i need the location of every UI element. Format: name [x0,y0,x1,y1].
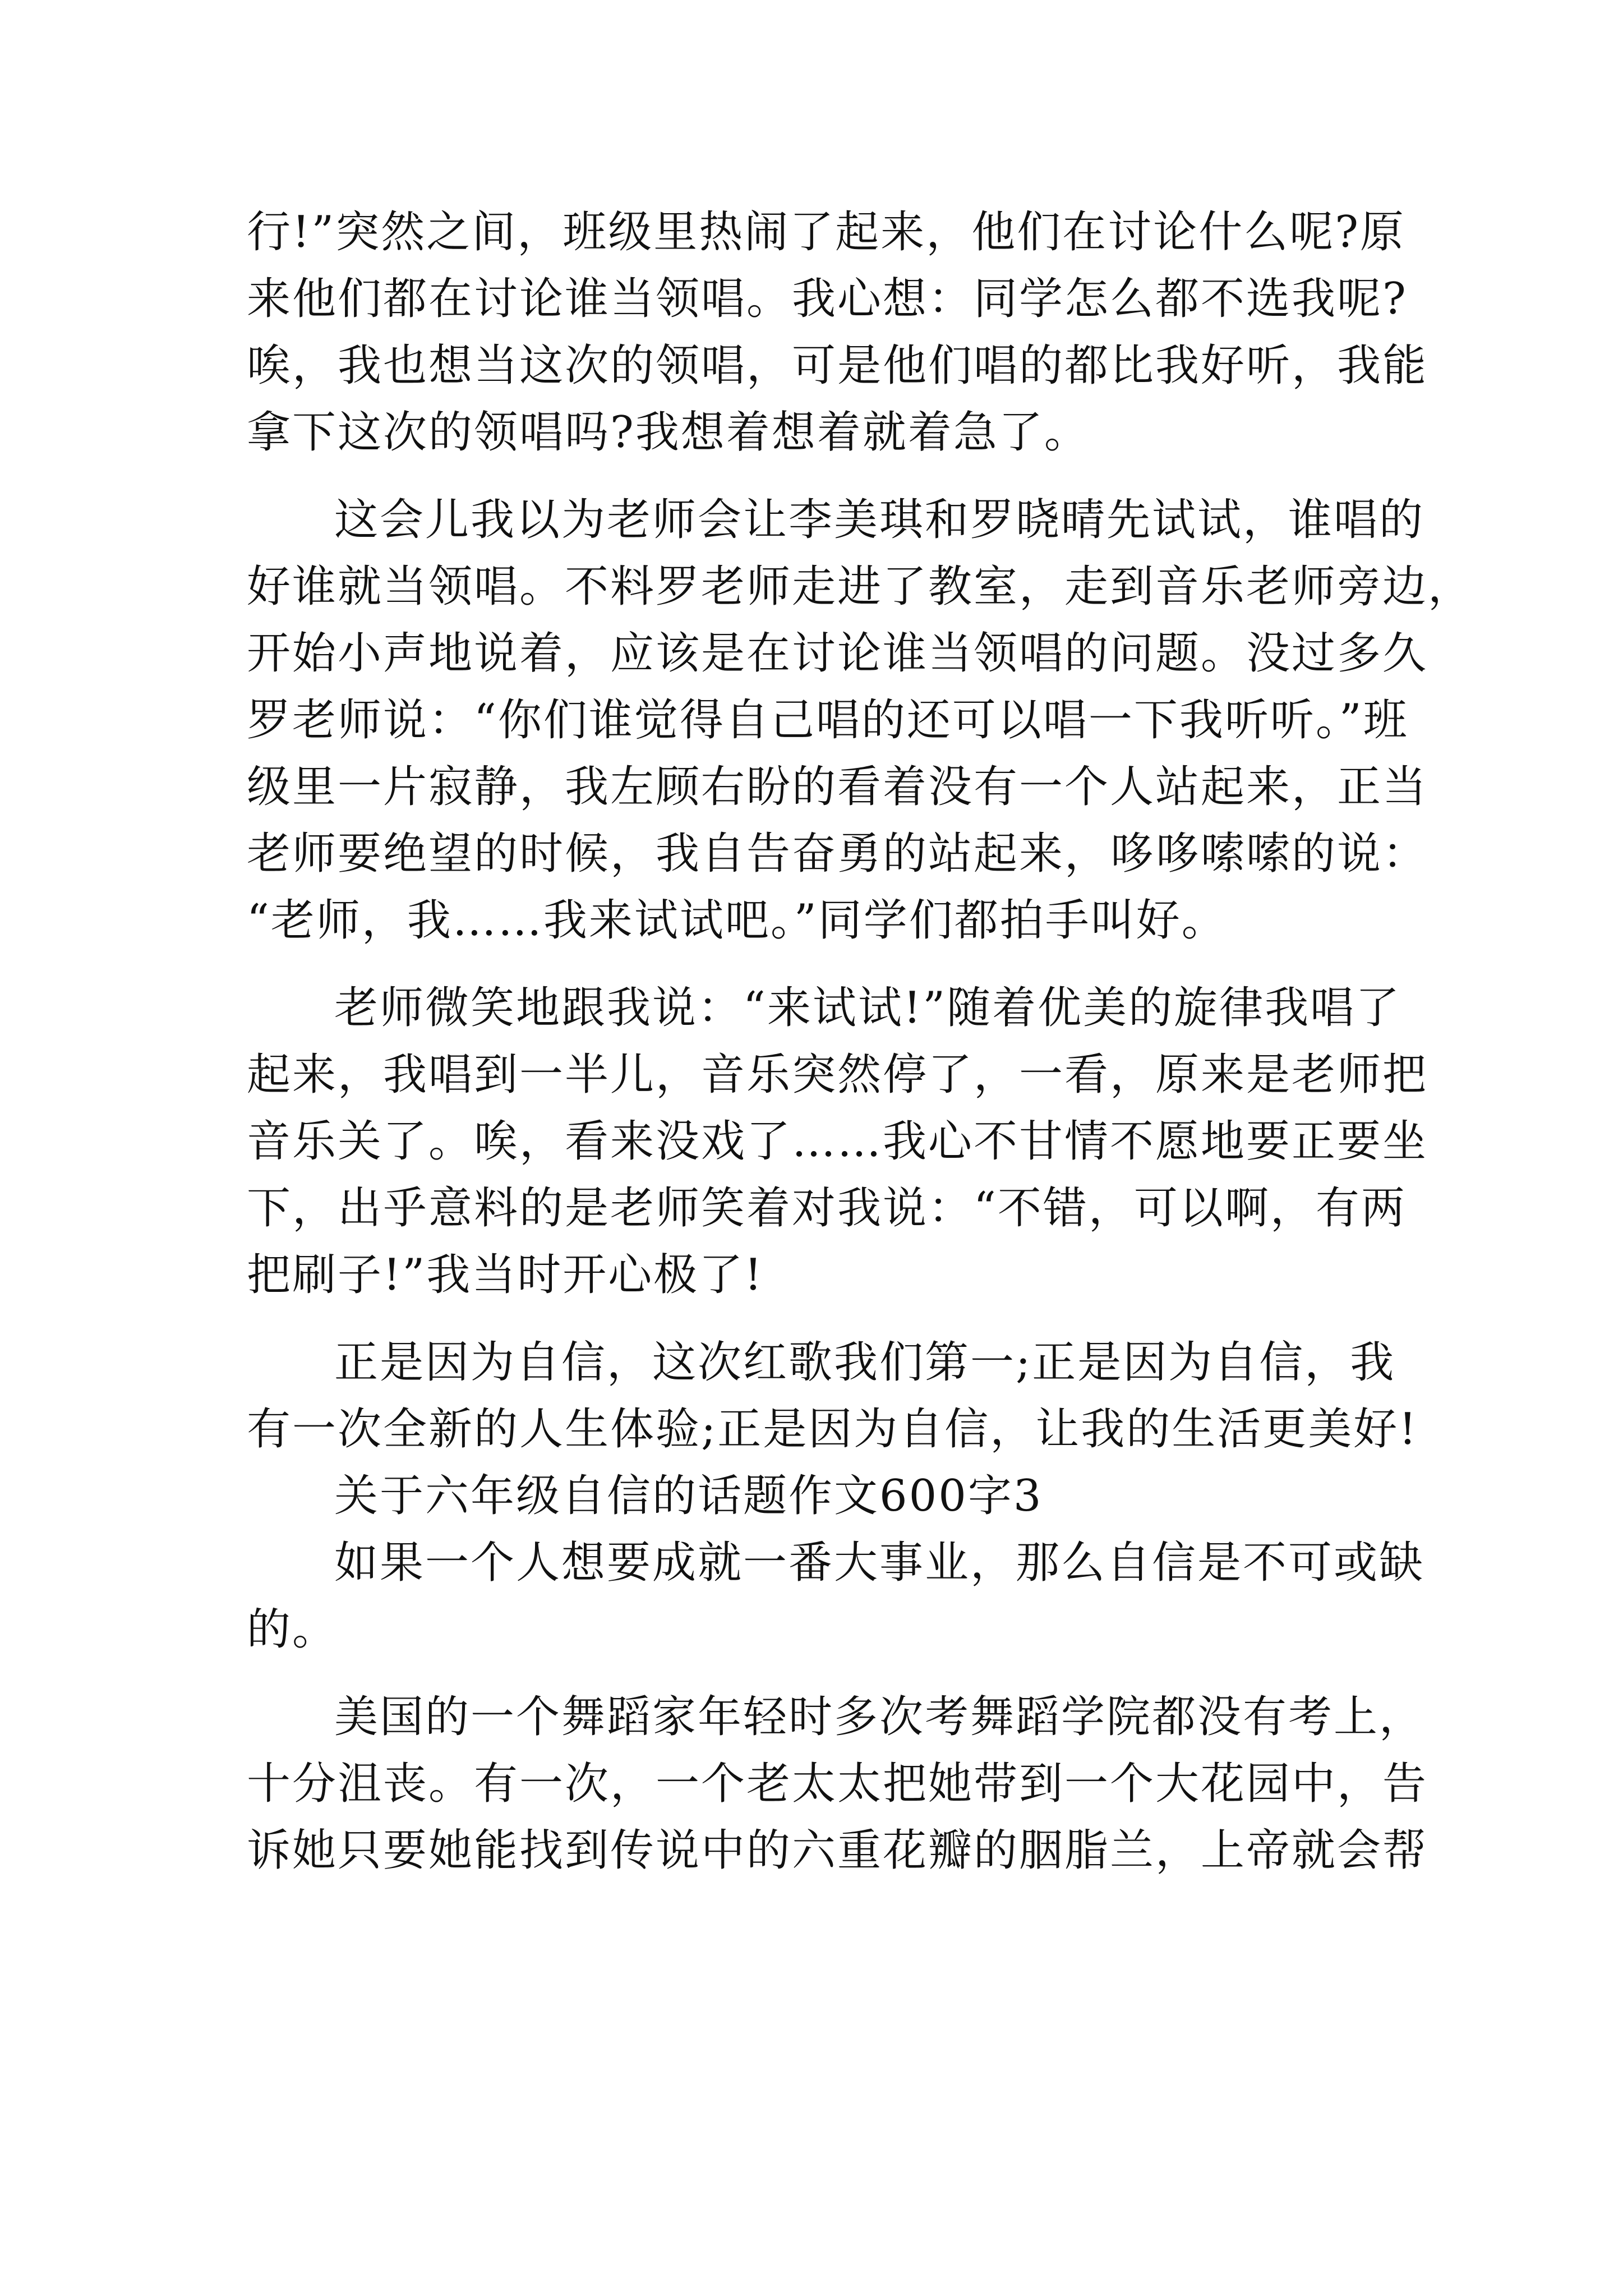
text-line: 起来，我唱到一半儿，音乐突然停了，一看，原来是老师把 [247,1050,1428,1100]
paragraph-gap [247,466,1380,487]
section-heading: 关于六年级自信的话题作文600字3 [334,1471,1043,1521]
text-line: 唉，我也想当这次的领唱，可是他们唱的都比我好听，我能 [247,341,1428,391]
text-line: 这会儿我以为老师会让李美琪和罗晓晴先试试，谁唱的 [334,495,1425,545]
paragraph-gap [247,1309,1380,1329]
text-line: 好谁就当领唱。不料罗老师走进了教室，走到音乐老师旁边， [247,562,1474,612]
text-line: 老师要绝望的时候，我自告奋勇的站起来，哆哆嗦嗦的说： [247,829,1428,879]
text-line: 把刷子!”我当时开心极了! [247,1250,764,1300]
paragraph-gap [247,954,1380,975]
text-line: 诉她只要她能找到传说中的六重花瓣的胭脂兰，上帝就会帮 [247,1825,1428,1876]
text-line: 音乐关了。唉，看来没戏了……我心不甘情不愿地要正要坐 [247,1116,1428,1167]
text-line: 十分沮丧。有一次，一个老太太把她带到一个大花园中，告 [247,1759,1428,1809]
text-line: 如果一个人想要成就一番大事业，那么自信是不可或缺 [334,1538,1425,1588]
text-line: 的。 [247,1604,338,1655]
text-line: 行!”突然之间，班级里热闹了起来，他们在讨论什么呢?原 [247,207,1406,257]
text-line: 来他们都在讨论谁当领唱。我心想：同学怎么都不选我呢? [247,274,1408,324]
text-line: 有一次全新的人生体验;正是因为自信，让我的生活更美好! [247,1404,1418,1455]
text-line: 下，出乎意料的是老师笑着对我说：“不错，可以啊，有两 [247,1183,1407,1234]
text-line: 老师微笑地跟我说：“来试试!”随着优美的旋律我唱了 [334,983,1401,1033]
text-line: 罗老师说：“你们谁觉得自己唱的还可以唱一下我听听。”班 [247,695,1409,746]
text-line: 美国的一个舞蹈家年轻时多次考舞蹈学院都没有考上， [334,1692,1425,1742]
text-line: 开始小声地说着，应该是在讨论谁当领唱的问题。没过多久 [247,628,1428,679]
text-line: 正是因为自信，这次红歌我们第一;正是因为自信，我 [334,1337,1396,1388]
text-line: “老师，我……我来试试吧。”同学们都拍手叫好。 [247,895,1227,946]
paragraph-gap [247,1663,1380,1684]
text-line: 拿下这次的领唱吗?我想着想着就着急了。 [247,407,1090,458]
text-line: 级里一片寂静，我左顾右盼的看着没有一个人站起来，正当 [247,762,1428,812]
document-body [247,199,1474,1884]
